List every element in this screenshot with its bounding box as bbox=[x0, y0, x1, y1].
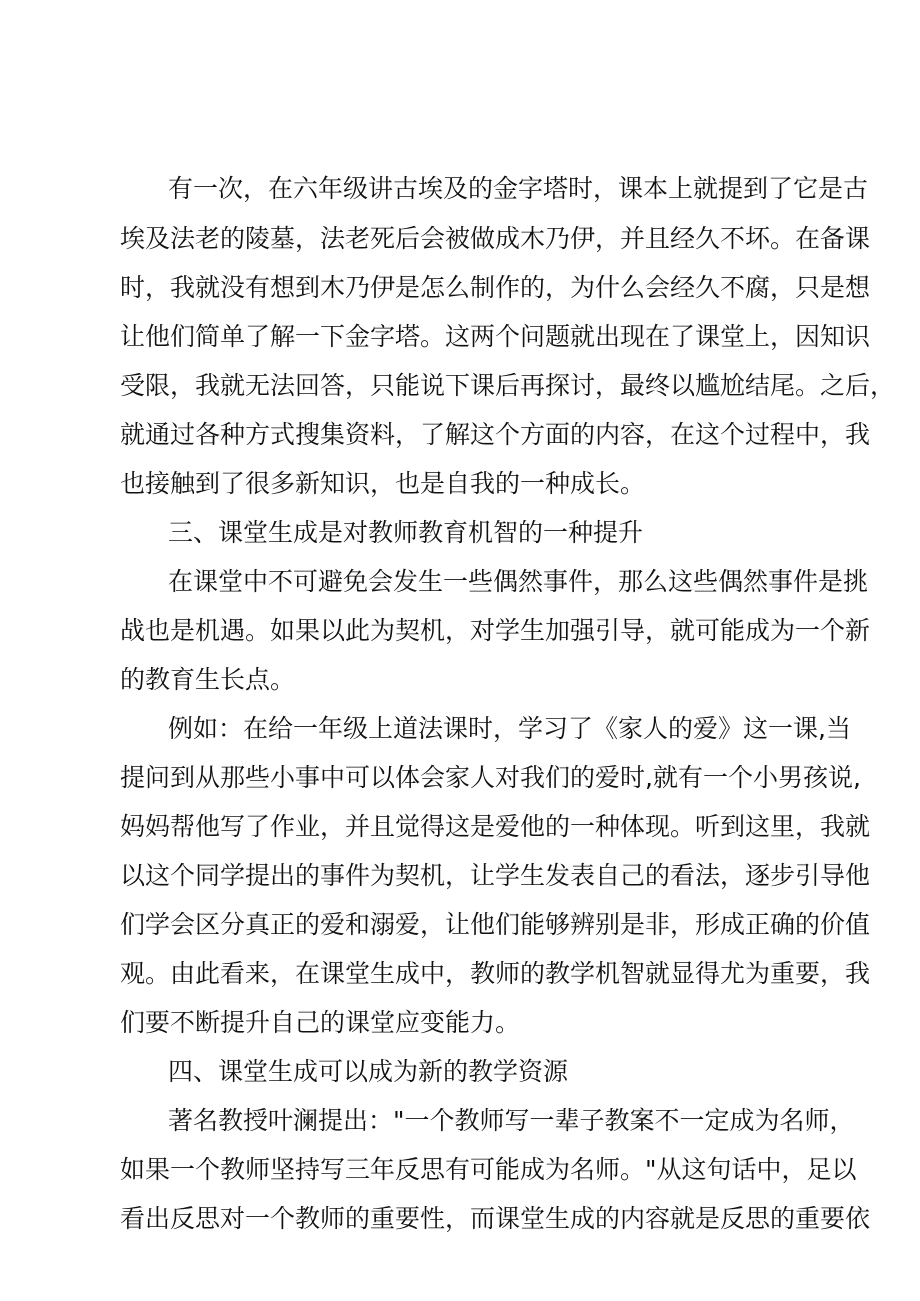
paragraph-line: 就通过各种方式搜集资料，了解这个方面的内容，在这个过程中，我 bbox=[120, 420, 871, 449]
paragraph-line: 如果一个教师坚持写三年反思有可能成为名师。"从这句话中，足以 bbox=[120, 1155, 857, 1184]
paragraph-line: 时，我就没有想到木乃伊是怎么制作的，为什么会经久不腐，只是想 bbox=[120, 273, 871, 302]
paragraph-line: 战也是机遇。如果以此为契机，对学生加强引导，就可能成为一个新 bbox=[120, 616, 871, 645]
paragraph-line: 也接触到了很多新知识，也是自我的一种成长。 bbox=[120, 469, 646, 498]
paragraph-line: 埃及法老的陵墓，法老死后会被做成木乃伊，并且经久不坏。在备课 bbox=[120, 224, 871, 253]
paragraph-line: 受限，我就无法回答，只能说下课后再探讨，最终以尴尬结尾。之后， bbox=[120, 371, 896, 400]
paragraph-line: 观。由此看来，在课堂生成中，教师的教学机智就显得尤为重要，我 bbox=[120, 959, 871, 988]
paragraph-line: 著名教授叶澜提出："一个教师写一辈子教案不一定成为名师， bbox=[168, 1106, 855, 1135]
paragraph-line: 看出反思对一个教师的重要性，而课堂生成的内容就是反思的重要依 bbox=[120, 1204, 871, 1233]
paragraph-line: 提问到从那些小事中可以体会家人对我们的爱时,就有一个小男孩说, bbox=[120, 763, 861, 792]
paragraph-line: 以这个同学提出的事件为契机，让学生发表自己的看法，逐步引导他 bbox=[120, 861, 871, 890]
paragraph-line: 妈妈帮他写了作业，并且觉得这是爱他的一种体现。听到这里，我就 bbox=[120, 812, 871, 841]
section-heading: 四、课堂生成可以成为新的教学资源 bbox=[168, 1057, 569, 1086]
paragraph-line: 们学会区分真正的爱和溺爱，让他们能够辨别是非，形成正确的价值 bbox=[120, 910, 871, 939]
paragraph-line: 的教育生长点。 bbox=[120, 665, 296, 694]
paragraph-line: 们要不断提升自己的课堂应变能力。 bbox=[120, 1008, 521, 1037]
section-heading: 三、课堂生成是对教师教育机智的一种提升 bbox=[168, 518, 644, 547]
paragraph-line: 有一次，在六年级讲古埃及的金字塔时，课本上就提到了它是古 bbox=[168, 174, 869, 203]
paragraph-line: 让他们简单了解一下金字塔。这两个问题就出现在了课堂上，因知识 bbox=[120, 322, 871, 351]
paragraph-line: 在课堂中不可避免会发生一些偶然事件，那么这些偶然事件是挑 bbox=[168, 567, 869, 596]
paragraph-line: 例如：在给一年级上道法课时，学习了《家人的爱》这一课,当 bbox=[168, 714, 851, 743]
